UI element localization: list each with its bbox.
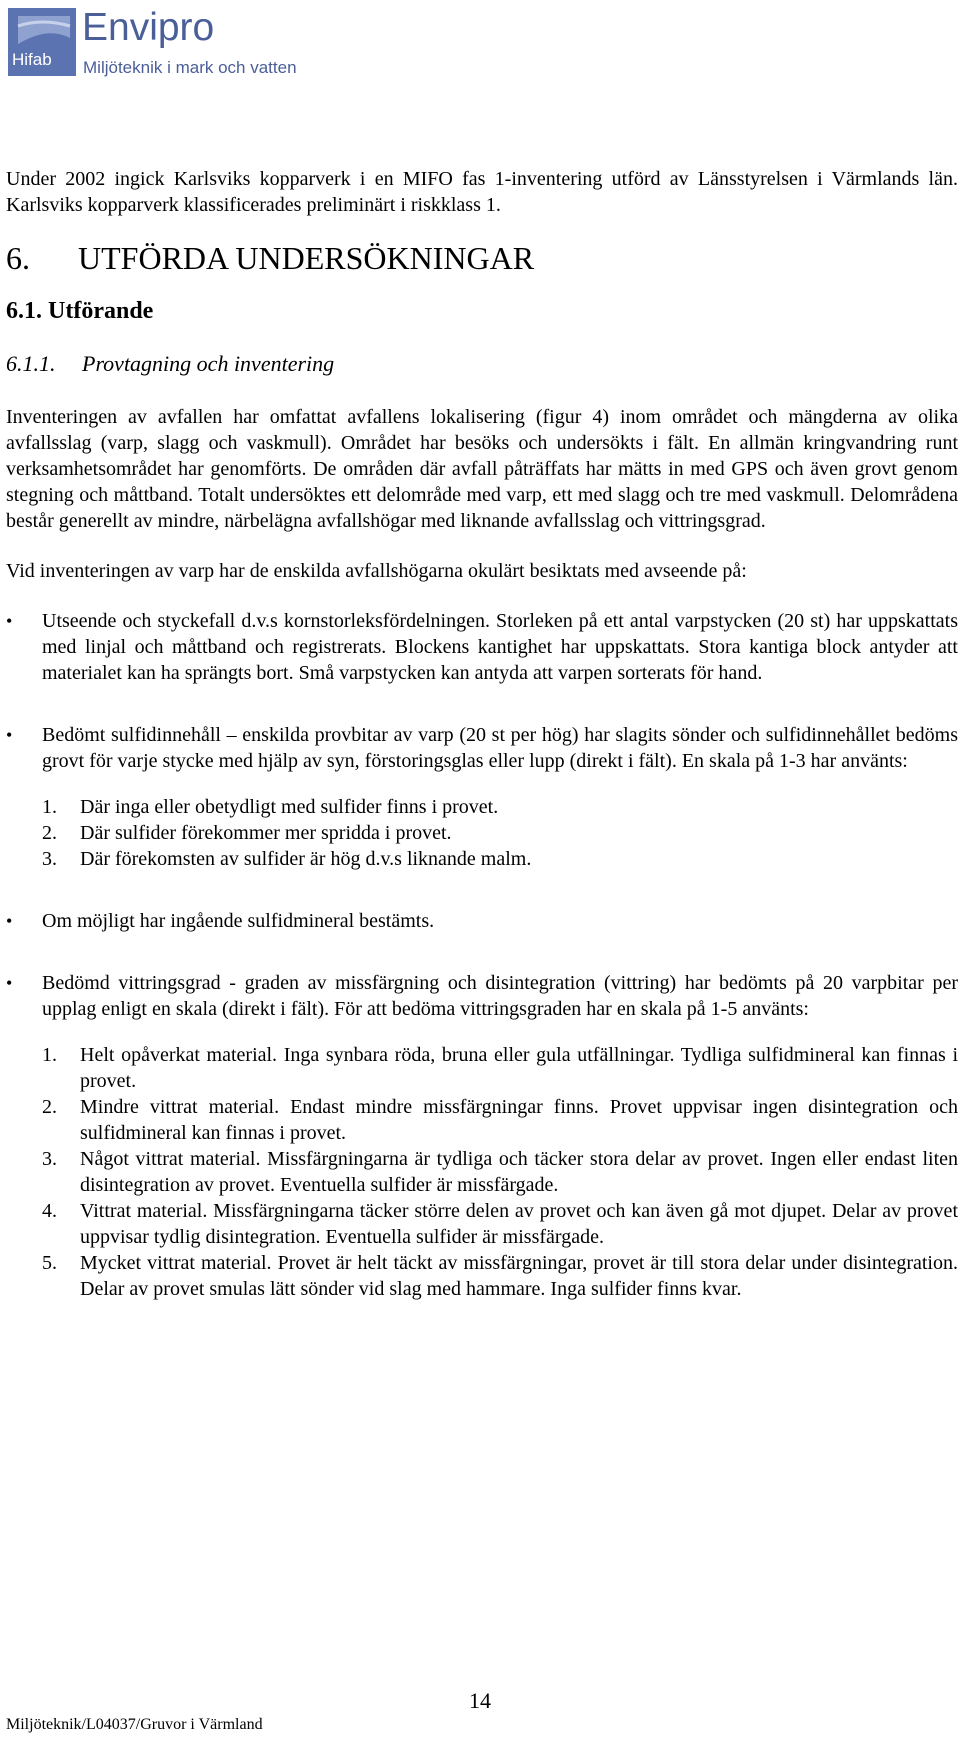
list-item xyxy=(42,1198,958,1250)
bullet-icon: • xyxy=(6,611,13,631)
paragraph-varp-inspection: Vid inventeringen av varp har de enskilda avfallshögarna okulärt besiktats med avseende på: xyxy=(6,560,747,582)
subsection-heading xyxy=(6,296,958,326)
list-text: Helt opåverkat material. Inga synbara röda, bruna eller gula utfällningar. Tydliga sulfidmineral kan finnas i provet. xyxy=(80,1044,958,1092)
list-item xyxy=(6,722,958,774)
list-item xyxy=(42,846,958,872)
logo-mark xyxy=(8,8,76,76)
section-title: UTFÖRDA UNDERSÖKNINGAR xyxy=(78,240,535,276)
list-text: Mindre vittrat material. Endast mindre missfärgningar finns. Provet uppvisar ingen disintegration och sulfidmineral kan finnas i provet. xyxy=(80,1096,958,1144)
bullet-icon: • xyxy=(6,725,13,745)
section-number: 6. xyxy=(6,240,30,276)
list-text: Något vittrat material. Missfärgningarna är tydliga och täcker stora delar av provet. Ingen eller endast liten disintegration av provet. Eventuella sulfider är missfärgade. xyxy=(80,1148,958,1196)
list-text: Mycket vittrat material. Provet är helt täckt av missfärgningar, provet är till stora delar under disintegration. Delar av provet smulas lätt sönder vid slag med hammare. Inga sulfider finns kvar. xyxy=(80,1252,958,1300)
list-number: 2. xyxy=(42,822,57,844)
list-number: 1. xyxy=(42,796,57,818)
list-number: 5. xyxy=(42,1252,57,1274)
list-item xyxy=(6,970,958,1022)
list-item xyxy=(42,794,958,820)
bullet-icon: • xyxy=(6,911,13,931)
list-text: Där förekomsten av sulfider är hög d.v.s liknande malm. xyxy=(80,848,532,870)
list-number: 3. xyxy=(42,1148,57,1170)
document-body xyxy=(6,166,958,1302)
intro-paragraph: Under 2002 ingick Karlsviks kopparverk i en MIFO fas 1-inventering utförd av Länsstyrelsen i Värmlands län. Karlsviks kopparverk klassificerades preliminärt i riskklass 1. xyxy=(6,168,958,216)
page-number: 14 xyxy=(469,1688,491,1713)
subsubsection-heading xyxy=(6,350,958,378)
bullet-text: Bedömt sulfidinnehåll – enskilda provbitar av varp (20 st per hög) har slagits sönder och sulfidinnehållet bedöms grovt för varje stycke med hjälp av syn, förstoringsglas eller lupp (direkt i fält). En skala på 1-3 har använts: xyxy=(42,724,958,772)
list-item xyxy=(6,908,958,934)
list-text: Där sulfider förekommer mer spridda i provet. xyxy=(80,822,452,844)
subsection-title: Utförande xyxy=(48,298,154,324)
list-number: 1. xyxy=(42,1044,57,1066)
list-item xyxy=(42,1094,958,1146)
logo-tagline: Miljöteknik i mark och vatten xyxy=(83,58,297,77)
bullet-text: Om möjligt har ingående sulfidmineral bestämts. xyxy=(42,910,435,932)
list-number: 3. xyxy=(42,848,57,870)
list-item xyxy=(42,1042,958,1094)
paragraph-inventory: Inventeringen av avfallen har omfattat avfallens lokalisering (figur 4) inom området och mängderna av olika avfallsslag (varp, slagg och vaskmull). Området har besöks och undersökts i fält. En allmän kringvandring runt verksamhetsområdet har genomförts. De områden där avfall påträffats har mätts in med GPS och även grovt genom stegning och måttband. Totalt undersöktes ett delområde med varp, ett med slagg och tre med vaskmull. Delområdena består generellt av mindre, närbelägna avfallshögar med liknande avfallsslag och vittringsgrad. xyxy=(6,406,958,532)
logo-mark-text: Hifab xyxy=(12,50,52,69)
bullet-text: Utseende och styckefall d.v.s kornstorleksfördelningen. Storleken på ett antal varpstycken (20 st) har uppskattats med linjal och måttband och registrerats. Blockens kantighet har uppskattats. Stora kantiga block antyder att materialet kan ha sprängts bort. Små varpstycken kan antyda att varpen sorterats för hand. xyxy=(42,610,958,684)
subsubsection-title: Provtagning och inventering xyxy=(82,351,335,376)
list-number: 2. xyxy=(42,1096,57,1118)
logo-brand: Envipro xyxy=(82,6,215,49)
list-item xyxy=(42,820,958,846)
bullet-text: Bedömd vittringsgrad - graden av missfärgning och disintegration (vittring) har bedömts på 20 varpbitar per upplag enligt en skala (direkt i fält). För att bedöma vittringsgraden har en skala på 1-5 använts: xyxy=(42,972,958,1020)
footer-reference: Miljöteknik/L04037/Gruvor i Värmland xyxy=(6,1716,263,1733)
list-item xyxy=(42,1146,958,1198)
list-number: 4. xyxy=(42,1200,57,1222)
list-text: Där inga eller obetydligt med sulfider finns i provet. xyxy=(80,796,499,818)
subsubsection-number: 6.1.1. xyxy=(6,351,56,376)
sulfide-scale-list xyxy=(42,794,958,872)
company-logo xyxy=(8,8,308,78)
weathering-scale-list xyxy=(42,1042,958,1302)
list-item xyxy=(6,608,958,686)
section-heading xyxy=(6,240,958,276)
subsection-number: 6.1. xyxy=(6,298,42,324)
bullet-icon: • xyxy=(6,973,13,993)
list-item xyxy=(42,1250,958,1302)
list-text: Vittrat material. Missfärgningarna täcker större delen av provet och kan även gå mot djupet. Delar av provet uppvisar tydlig disintegration. Eventuella sulfider är missfärgade. xyxy=(80,1200,958,1248)
